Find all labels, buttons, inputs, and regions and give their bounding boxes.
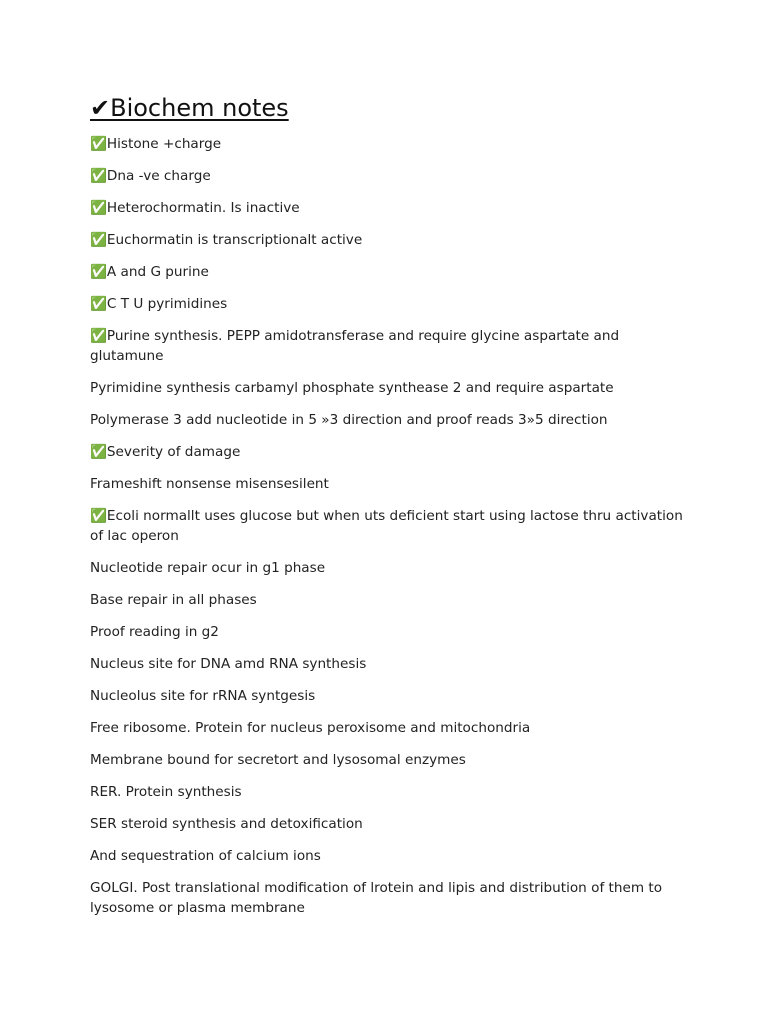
note-item: ✅Purine synthesis. PEPP amidotransferase and require glycine aspartate and glutamune bbox=[90, 328, 620, 364]
note-item: GOLGI. Post translational modification of lrotein and lipis and distribution of them to lysosome or plasma membrane bbox=[90, 880, 663, 916]
note-item: Nucleolus site for rRNA syntgesis bbox=[90, 688, 316, 704]
note-item: Pyrimidine synthesis carbamyl phosphate synthease 2 and require aspartate bbox=[90, 380, 614, 396]
note-item: And sequestration of calcium ions bbox=[90, 848, 321, 864]
note-item: Nucleotide repair ocur in g1 phase bbox=[90, 560, 326, 576]
note-item: ✅A and G purine bbox=[90, 264, 209, 280]
note-item: Nucleus site for DNA amd RNA synthesis bbox=[90, 656, 367, 672]
notes-list bbox=[90, 134, 690, 918]
note-item: ✅Heterochormatin. Is inactive bbox=[90, 200, 300, 216]
note-item: Base repair in all phases bbox=[90, 592, 257, 608]
note-item: Membrane bound for secretort and lysosomal enzymes bbox=[90, 752, 466, 768]
page-title: ✔Biochem notes bbox=[90, 94, 289, 122]
note-item: ✅Histone +charge bbox=[90, 136, 222, 152]
note-item: RER. Protein synthesis bbox=[90, 784, 242, 800]
note-item: ✅C T U pyrimidines bbox=[90, 296, 228, 312]
note-item: ✅Dna -ve charge bbox=[90, 168, 211, 184]
note-item: SER steroid synthesis and detoxification bbox=[90, 816, 363, 832]
note-item: ✅Euchormatin is transcriptionalt active bbox=[90, 232, 363, 248]
note-item: ✅Ecoli normallt uses glucose but when uts deficient start using lactose thru activation of lac operon bbox=[90, 508, 683, 544]
note-item: Free ribosome. Protein for nucleus peroxisome and mitochondria bbox=[90, 720, 531, 736]
document-page bbox=[90, 92, 690, 930]
note-item: Polymerase 3 add nucleotide in 5 »3 direction and proof reads 3»5 direction bbox=[90, 412, 608, 428]
note-item: Frameshift nonsense misensesilent bbox=[90, 476, 329, 492]
note-item: Proof reading in g2 bbox=[90, 624, 219, 640]
note-item: ✅Severity of damage bbox=[90, 444, 241, 460]
